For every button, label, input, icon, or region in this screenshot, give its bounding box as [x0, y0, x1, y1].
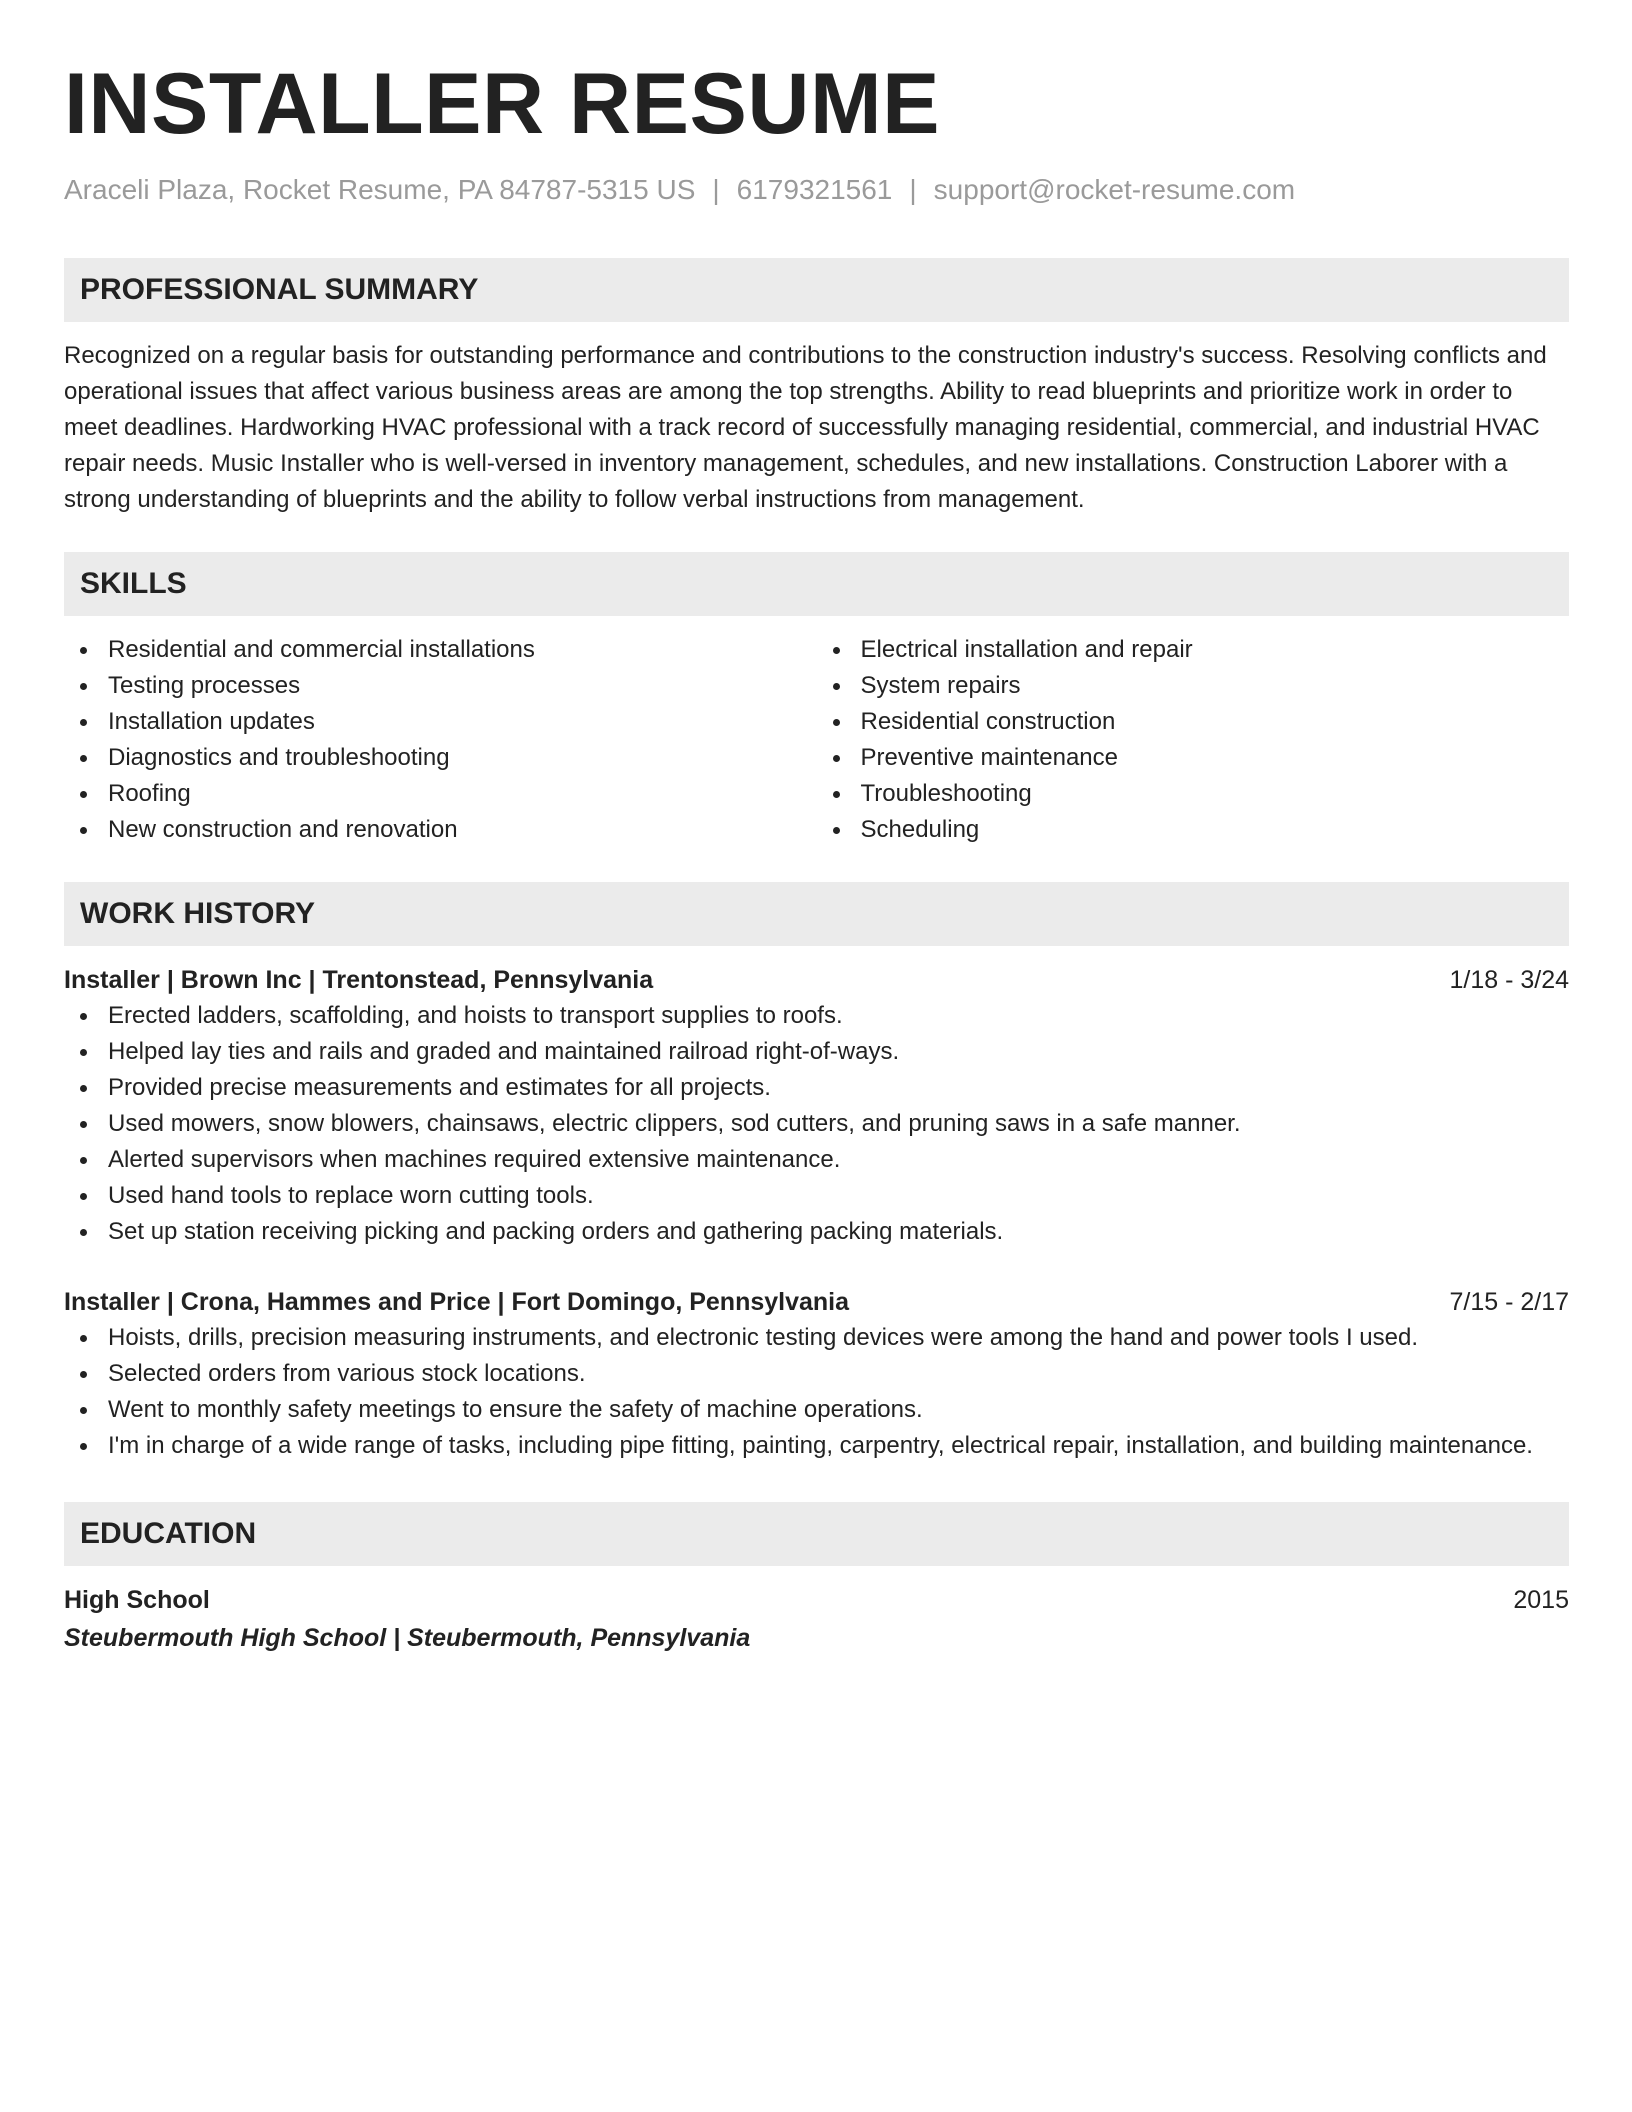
skill-item: Installation updates	[64, 704, 817, 740]
contact-separator: |	[712, 174, 720, 205]
contact-email: support@rocket-resume.com	[933, 174, 1296, 205]
education-header	[64, 1582, 1569, 1618]
job-dates: 7/15 - 2/17	[1449, 1288, 1569, 1316]
job-duties-list	[64, 1320, 1569, 1464]
job-duty-item: Provided precise measurements and estimates for all projects.	[64, 1070, 1569, 1106]
education-degree: High School	[64, 1586, 210, 1614]
job-duty-item: Went to monthly safety meetings to ensure the safety of machine operations.	[64, 1392, 1569, 1428]
contact-separator: |	[909, 174, 917, 205]
skill-item: Diagnostics and troubleshooting	[64, 740, 817, 776]
contact-phone: 6179321561	[736, 174, 893, 205]
contact-address: Araceli Plaza, Rocket Resume, PA 84787-5315 US	[64, 174, 696, 205]
job-title: Installer | Brown Inc | Trentonstead, Pennsylvania	[64, 966, 654, 994]
job-duty-item: Used mowers, snow blowers, chainsaws, electric clippers, sod cutters, and pruning saws in a safe manner.	[64, 1106, 1569, 1142]
skill-item: Preventive maintenance	[817, 740, 1570, 776]
section-heading-summary: PROFESSIONAL SUMMARY	[64, 258, 1569, 322]
job-duty-item: Hoists, drills, precision measuring instruments, and electronic testing devices were among the hand and power tools I used.	[64, 1320, 1569, 1356]
skill-item: Electrical installation and repair	[817, 632, 1570, 668]
contact-line	[64, 172, 1569, 208]
job-duty-item: Used hand tools to replace worn cutting tools.	[64, 1178, 1569, 1214]
summary-text: Recognized on a regular basis for outstanding performance and contributions to the construction industry's success. Resolving conflicts and operational issues that affect various business areas are among the top strengths. Ability to read blueprints and prioritize work in order to meet deadlines. Hardworking HVAC professional with a track record of successfully managing residential, commercial, and industrial HVAC repair needs. Music Installer who is well-versed in inventory management, schedules, and new installations. Construction Laborer with a strong understanding of blueprints and the ability to follow verbal instructions from management.	[64, 342, 1547, 513]
section-heading-skills: SKILLS	[64, 552, 1569, 616]
skill-item: New construction and renovation	[64, 812, 817, 848]
section-heading-work-history: WORK HISTORY	[64, 882, 1569, 946]
resume-title: INSTALLER RESUME	[64, 56, 940, 152]
job-title: Installer | Crona, Hammes and Price | Fort Domingo, Pennsylvania	[64, 1288, 850, 1316]
job-duty-item: Helped lay ties and rails and graded and maintained railroad right-of-ways.	[64, 1034, 1569, 1070]
job-duty-item: Set up station receiving picking and packing orders and gathering packing materials.	[64, 1214, 1569, 1250]
education-year: 2015	[1513, 1586, 1569, 1614]
skill-item: Scheduling	[817, 812, 1570, 848]
job-duty-item: I'm in charge of a wide range of tasks, including pipe fitting, painting, carpentry, electrical repair, installation, and building maintenance.	[64, 1428, 1569, 1464]
job-dates: 1/18 - 3/24	[1449, 966, 1569, 994]
skill-item: Testing processes	[64, 668, 817, 704]
job-duty-item: Erected ladders, scaffolding, and hoists to transport supplies to roofs.	[64, 998, 1569, 1034]
skills-list	[64, 632, 1569, 848]
skill-item: Roofing	[64, 776, 817, 812]
education-school: Steubermouth High School | Steubermouth, Pennsylvania	[64, 1624, 751, 1652]
job-duties-list	[64, 998, 1569, 1250]
skills-column-right	[817, 632, 1570, 848]
job-duty-item: Selected orders from various stock locations.	[64, 1356, 1569, 1392]
job-header	[64, 1284, 1569, 1320]
skill-item: System repairs	[817, 668, 1570, 704]
section-heading-education: EDUCATION	[64, 1502, 1569, 1566]
skill-item: Troubleshooting	[817, 776, 1570, 812]
job-duty-item: Alerted supervisors when machines required extensive maintenance.	[64, 1142, 1569, 1178]
job-header	[64, 962, 1569, 998]
skill-item: Residential and commercial installations	[64, 632, 817, 668]
skill-item: Residential construction	[817, 704, 1570, 740]
skills-column-left	[64, 632, 817, 848]
